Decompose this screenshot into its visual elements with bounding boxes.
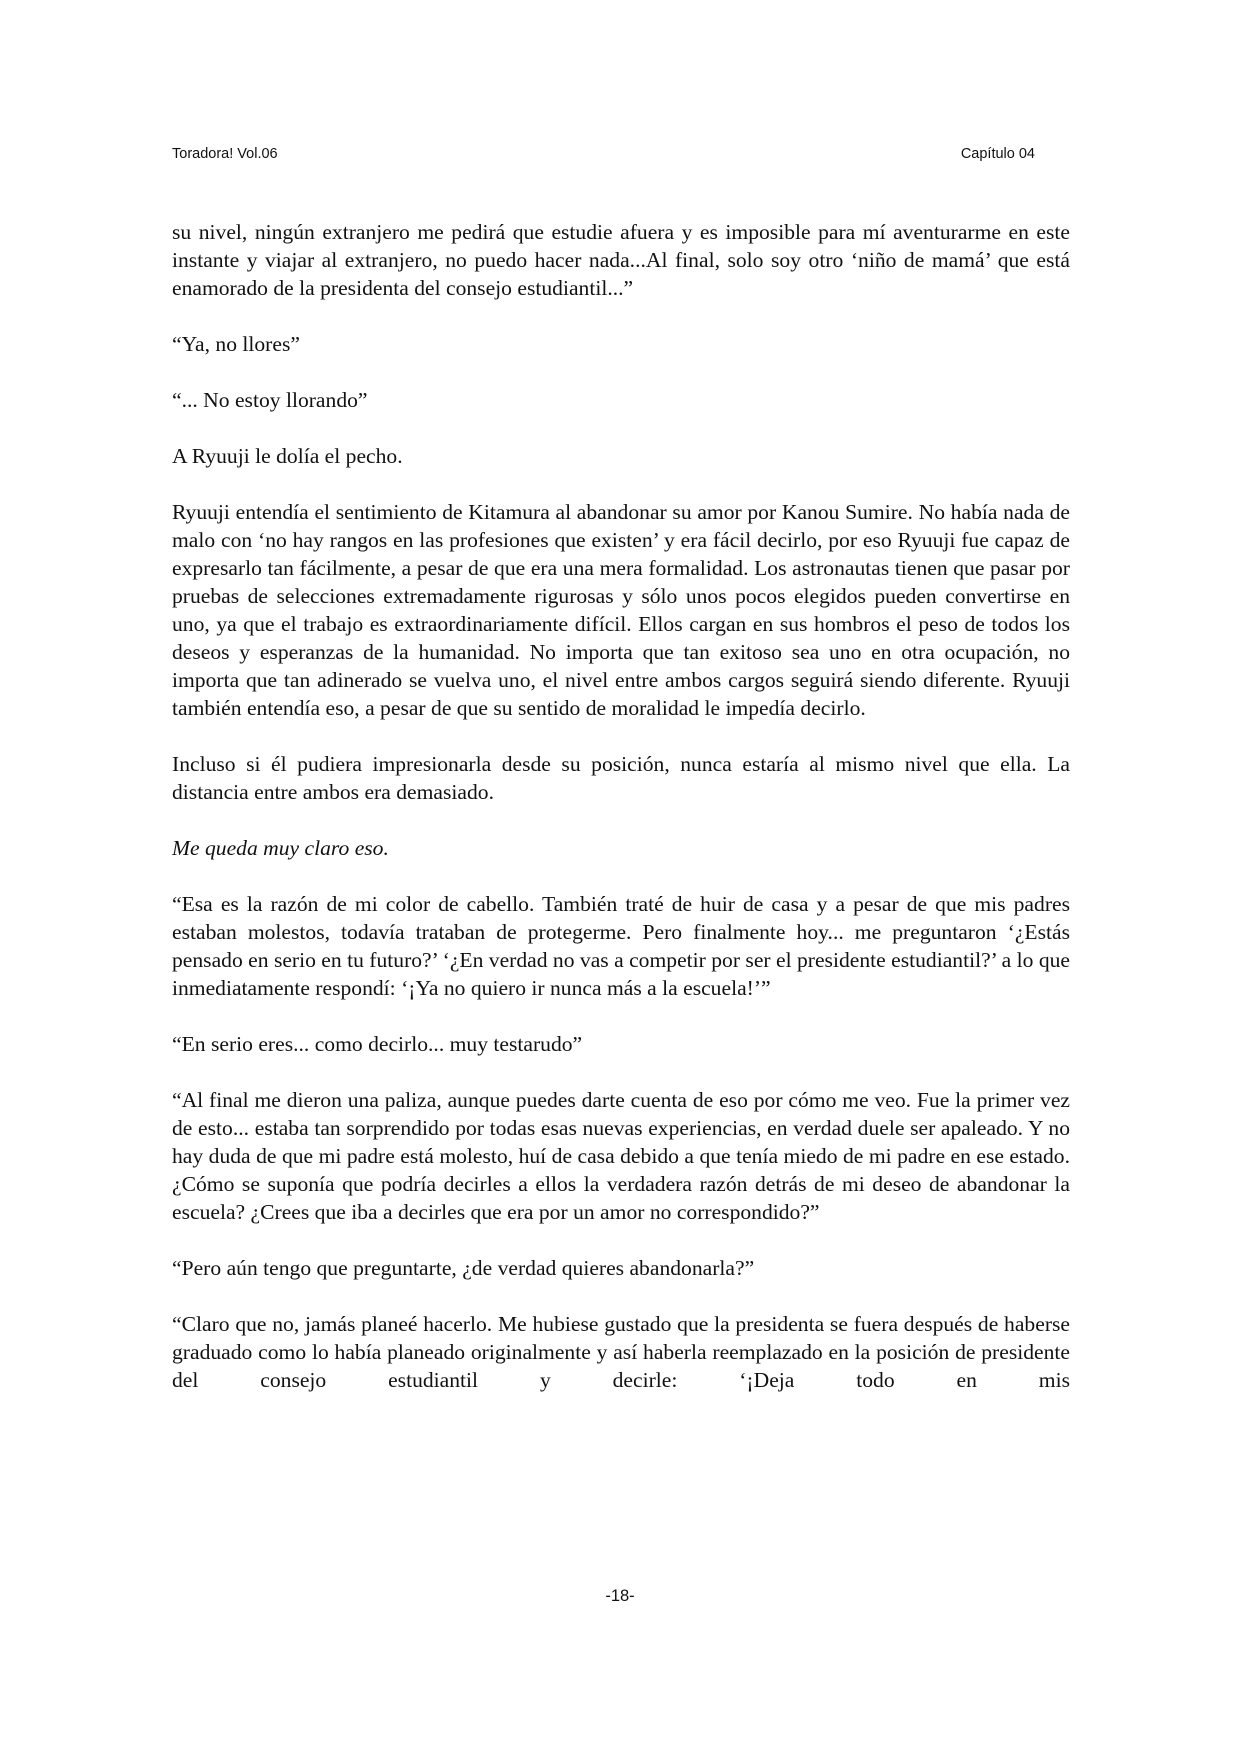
body-text	[172, 218, 1070, 1422]
page-number: -18-	[605, 1587, 635, 1605]
paragraph: Incluso si él pudiera impresionarla desde su posición, nunca estaría al mismo nivel que ella. La distancia entre ambos era demasiado.	[172, 752, 1070, 804]
paragraph: Ryuuji entendía el sentimiento de Kitamura al abandonar su amor por Kanou Sumire. No había nada de malo con ‘no hay rangos en las profesiones que existen’ y era fácil decirlo, por eso Ryuuji fue capaz de expresarlo tan fácilmente, a pesar de que era una mera formalidad. Los astronautas tienen que pasar por pruebas de selecciones extremadamente rigurosas y sólo unos pocos elegidos pueden convertirse en uno, ya que el trabajo es extraordinariamente difícil. Ellos cargan en sus hombros el peso de todos los deseos y esperanzas de la humanidad. No importa que tan exitoso sea uno en otra ocupación, no importa que tan adinerado se vuelva uno, el nivel entre ambos cargos seguirá siendo diferente. Ryuuji también entendía eso, a pesar de que su sentido de moralidad le impedía decirlo.	[172, 500, 1070, 720]
paragraph: “Ya, no llores”	[172, 332, 300, 356]
paragraph-continued: “Claro que no, jamás planeé hacerlo. Me hubiese gustado que la presidenta se fuera después de haberse graduado como lo había planeado originalmente y así haberla reemplazado en la posición de presidente del consejo estudiantil y decirle: ‘¡Deja todo en mis	[172, 1312, 1070, 1392]
header-book-title: Toradora! Vol.06	[172, 146, 278, 162]
paragraph: “Pero aún tengo que preguntarte, ¿de verdad quieres abandonarla?”	[172, 1256, 755, 1280]
paragraph: A Ryuuji le dolía el pecho.	[172, 444, 403, 468]
paragraph: “Al final me dieron una paliza, aunque puedes darte cuenta de eso por cómo me veo. Fue la primer vez de esto... estaba tan sorprendido por todas esas nuevas experiencias, en verdad duele ser apaleado. Y no hay duda de que mi padre está molesto, huí de casa debido a que tenía miedo de mi padre en ese estado. ¿Cómo se suponía que podría decirles a ellos la verdadera razón detrás de mi deseo de abandonar la escuela? ¿Crees que iba a decirles que era por un amor no correspondido?”	[172, 1088, 1070, 1224]
paragraph: “... No estoy llorando”	[172, 388, 368, 412]
paragraph: “En serio eres... como decirlo... muy testarudo”	[172, 1032, 583, 1056]
paragraph: “Esa es la razón de mi color de cabello. También traté de huir de casa y a pesar de que mis padres estaban molestos, todavía trataban de protegerme. Pero finalmente hoy... me preguntaron ‘¿Estás pensado en serio en tu futuro?’ ‘¿En verdad no vas a competir por ser el presidente estudiantil?’ a lo que inmediatamente respondí: ‘¡Ya no quiero ir nunca más a la escuela!’”	[172, 892, 1071, 1000]
header-chapter: Capítulo 04	[960, 146, 1035, 162]
paragraph-italic-thought: Me queda muy claro eso.	[172, 836, 389, 860]
paragraph: su nivel, ningún extranjero me pedirá que estudie afuera y es imposible para mí aventurarme en este instante y viajar al extranjero, no puedo hacer nada...Al final, solo soy otro ‘niño de mamá’ que está enamorado de la presidenta del consejo estudiantil...”	[172, 220, 1070, 300]
